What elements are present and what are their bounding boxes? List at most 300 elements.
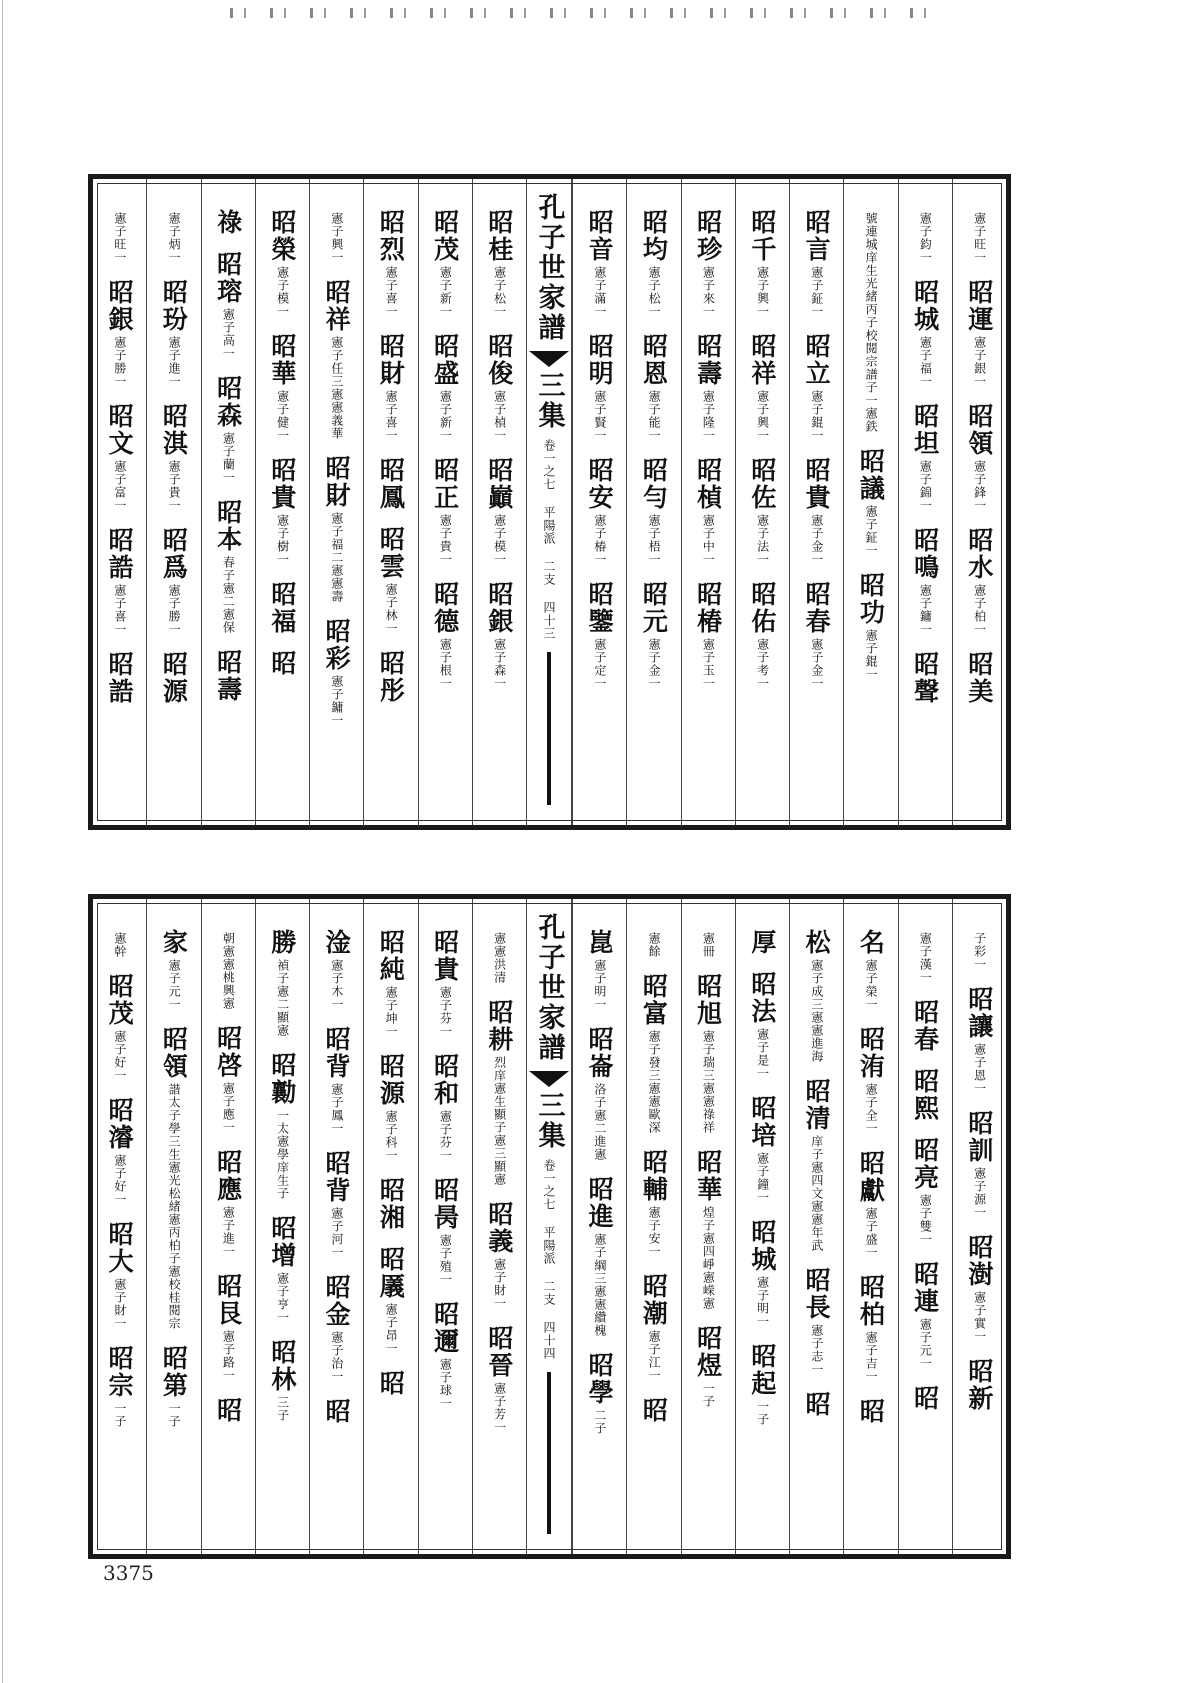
person-entry bbox=[856, 929, 886, 1011]
lineage-note: 禎子憲二顯憲 bbox=[275, 959, 290, 1037]
person-entry bbox=[213, 1149, 243, 1258]
lineage-note: 憲子中一 bbox=[701, 514, 716, 566]
person-name: 昭 bbox=[910, 1385, 940, 1412]
lineage-note: 憲子盛一 bbox=[864, 1207, 879, 1259]
person-name: 昭第 bbox=[159, 1345, 189, 1399]
lineage-note: 憲子元一 bbox=[167, 959, 182, 1011]
person-entry bbox=[856, 448, 886, 557]
person-name: 昭音 bbox=[585, 209, 615, 263]
person-entry bbox=[222, 929, 235, 1010]
person-entry bbox=[693, 209, 723, 318]
lineage-note: 憲子定一 bbox=[592, 638, 607, 690]
person-entry bbox=[376, 1246, 406, 1355]
person-entry bbox=[747, 1095, 777, 1204]
person-name: 昭佐 bbox=[747, 457, 777, 511]
person-entry bbox=[213, 1397, 243, 1424]
person-name: 昭財 bbox=[322, 455, 352, 509]
person-entry bbox=[376, 1177, 406, 1231]
lineage-note: 憲子根一 bbox=[438, 638, 453, 690]
person-name: 昭瑢 bbox=[213, 251, 243, 305]
book-title: 孔子世家譜 bbox=[533, 913, 565, 1063]
person-entry bbox=[322, 929, 352, 1011]
person-entry bbox=[747, 929, 777, 956]
person-name: 昭增 bbox=[267, 1215, 297, 1269]
person-name: 昭城 bbox=[910, 279, 940, 333]
person-entry bbox=[213, 251, 243, 360]
person-entry bbox=[919, 929, 932, 984]
person-name: 昭長 bbox=[802, 1267, 832, 1321]
lineage-note: 憲子林一 bbox=[384, 583, 399, 635]
lineage-note: 憲子高一 bbox=[221, 308, 236, 360]
lineage-note: 憲子貴一 bbox=[167, 460, 182, 512]
volume-label: 三集 bbox=[533, 1091, 565, 1151]
lineage-note: 憲子財一 bbox=[492, 1258, 507, 1310]
person-entry bbox=[376, 526, 406, 635]
person-entry bbox=[213, 649, 243, 703]
lineage-note: 憲子源一 bbox=[972, 1167, 987, 1219]
person-entry bbox=[430, 1177, 460, 1286]
person-entry bbox=[747, 971, 777, 1080]
person-name: 昭烈 bbox=[376, 209, 406, 263]
person-name: 昭淇 bbox=[159, 403, 189, 457]
person-name: 昭本 bbox=[213, 499, 243, 553]
person-entry bbox=[484, 333, 514, 442]
person-name: 昭亮 bbox=[910, 1137, 940, 1191]
person-entry bbox=[639, 457, 669, 566]
person-name: 昭㕒 bbox=[376, 1246, 406, 1300]
genealogy-column bbox=[626, 179, 680, 825]
lineage-note: 憲子模一 bbox=[492, 514, 507, 566]
person-entry bbox=[919, 209, 932, 264]
person-name: 昭獻 bbox=[856, 1150, 886, 1204]
lineage-note: 憲子應一 bbox=[221, 1082, 236, 1134]
genealogy-column bbox=[681, 179, 735, 825]
person-entry bbox=[747, 333, 777, 442]
lineage-note: 憲子好一 bbox=[112, 1154, 127, 1206]
person-entry bbox=[910, 1385, 940, 1412]
person-entry bbox=[639, 1273, 669, 1382]
lineage-note: 憲子亨一 bbox=[275, 1272, 290, 1324]
person-entry bbox=[430, 581, 460, 690]
person-name: 昭艮 bbox=[213, 1273, 243, 1327]
lineage-note: 憲子明一 bbox=[755, 1276, 770, 1328]
person-name: 昭 bbox=[213, 1397, 243, 1424]
person-entry bbox=[376, 457, 406, 511]
person-entry bbox=[747, 581, 777, 690]
lineage-note: 煌子憲四崢憲嵘憲 bbox=[701, 1206, 716, 1310]
person-entry bbox=[376, 929, 406, 1038]
lineage-note: 憲子新一 bbox=[438, 266, 453, 318]
person-name: 昭法 bbox=[747, 971, 777, 1025]
page-number: 3375 bbox=[103, 1561, 154, 1585]
person-entry bbox=[322, 1398, 352, 1425]
person-name: 昭森 bbox=[213, 375, 243, 429]
person-entry bbox=[747, 1219, 777, 1328]
person-name: 昭勻 bbox=[639, 457, 669, 511]
lineage-note: 憲子鳳一 bbox=[329, 1083, 344, 1135]
person-entry bbox=[856, 572, 886, 681]
person-entry bbox=[430, 929, 460, 1038]
lineage-note: 憲子銀一 bbox=[972, 336, 987, 388]
lineage-note: 憲子滿一 bbox=[592, 266, 607, 318]
person-name: 昭財 bbox=[376, 333, 406, 387]
genealogy-page-44 bbox=[88, 894, 1011, 1559]
person-name: 昭立 bbox=[802, 333, 832, 387]
person-entry bbox=[747, 209, 777, 318]
lineage-note: 憲子楨一 bbox=[492, 390, 507, 442]
lineage-note: 春子憲二憲保 bbox=[221, 556, 236, 634]
genealogy-column bbox=[418, 179, 472, 825]
lineage-note: 憲子新一 bbox=[438, 390, 453, 442]
person-name: 昭源 bbox=[376, 1053, 406, 1107]
lineage-note: 憲子鈞一 bbox=[918, 212, 933, 264]
person-name: 昭銀 bbox=[484, 581, 514, 635]
person-name: 昭佑 bbox=[747, 581, 777, 635]
lineage-note: 憲子喜一 bbox=[384, 266, 399, 318]
person-name: 淦 bbox=[322, 929, 352, 956]
genealogy-column bbox=[626, 899, 680, 1554]
person-name: 昭德 bbox=[430, 581, 460, 635]
person-entry bbox=[802, 209, 832, 318]
person-name: 昭水 bbox=[964, 527, 994, 581]
person-name: 昭背 bbox=[322, 1150, 352, 1204]
person-name: 松 bbox=[802, 929, 832, 956]
lineage-note: 憲子旺一 bbox=[972, 212, 987, 264]
lineage-note: 憲憲洪清 bbox=[492, 932, 507, 984]
person-entry bbox=[322, 279, 352, 440]
person-entry bbox=[159, 279, 189, 388]
lineage-note: 憲子發三憲憲歐深 bbox=[647, 1030, 662, 1134]
person-entry bbox=[322, 1274, 352, 1383]
person-name: 昭聲 bbox=[910, 651, 940, 705]
lineage-note: 憲子科一 bbox=[384, 1110, 399, 1162]
person-entry bbox=[693, 973, 723, 1134]
chapter-info: 卷一之七 平陽派 二支 四十四 bbox=[542, 1159, 556, 1360]
lineage-note: 憲子福二憲憲壽 bbox=[329, 512, 344, 603]
person-entry bbox=[910, 527, 940, 636]
lineage-note: 憲子模一 bbox=[275, 266, 290, 318]
person-name: 昭 bbox=[267, 650, 297, 677]
person-entry bbox=[105, 1345, 135, 1428]
person-name: 昭和 bbox=[430, 1053, 460, 1107]
person-name: 昭昺 bbox=[430, 1177, 460, 1231]
person-name: 昭春 bbox=[910, 999, 940, 1053]
lineage-note: 憲子錦一 bbox=[918, 460, 933, 512]
person-name: 昭盛 bbox=[430, 333, 460, 387]
person-name: 昭美 bbox=[964, 651, 994, 705]
person-entry bbox=[639, 1397, 669, 1424]
person-name: 昭祥 bbox=[747, 333, 777, 387]
person-name: 昭鳴 bbox=[910, 527, 940, 581]
person-name: 昭清 bbox=[802, 1078, 832, 1132]
genealogy-column bbox=[472, 899, 526, 1554]
book-title: 孔子世家譜 bbox=[533, 193, 565, 343]
person-entry bbox=[964, 986, 994, 1095]
center-title-column bbox=[526, 179, 572, 825]
lineage-note: 憲子能一 bbox=[647, 390, 662, 442]
person-name: 昭崙 bbox=[585, 1026, 615, 1080]
scan-edge-line bbox=[2, 0, 3, 1683]
person-name: 昭 bbox=[322, 1398, 352, 1425]
genealogy-column bbox=[472, 179, 526, 825]
person-entry bbox=[648, 929, 661, 958]
lineage-note: 憲子興一 bbox=[329, 212, 344, 264]
person-name: 昭勷 bbox=[267, 1052, 297, 1106]
person-name: 昭運 bbox=[964, 279, 994, 333]
person-name: 昭澍 bbox=[964, 1234, 994, 1288]
lineage-note: 一子 bbox=[167, 1402, 182, 1428]
genealogy-column bbox=[309, 179, 363, 825]
lineage-note: 憲子芳一 bbox=[492, 1382, 507, 1434]
person-name: 昭誥 bbox=[105, 527, 135, 581]
person-entry bbox=[964, 527, 994, 636]
lineage-note: 憲子綱三憲憲纘槐 bbox=[592, 1233, 607, 1337]
lineage-note: 憲子實一 bbox=[972, 1291, 987, 1343]
lineage-note: 諧太子學三生憲光松緒憲丙柏子憲校桂閱宗 bbox=[167, 1083, 182, 1330]
lineage-note: 憲子勝一 bbox=[112, 336, 127, 388]
lineage-note: 號連城庠生光緒丙子校閱宗譜子一憲鉄 bbox=[864, 212, 879, 433]
person-entry bbox=[693, 581, 723, 690]
person-name: 昭富 bbox=[639, 973, 669, 1027]
person-name: 昭坦 bbox=[910, 403, 940, 457]
lineage-note: 一子 bbox=[755, 1400, 770, 1426]
person-name: 昭千 bbox=[747, 209, 777, 263]
genealogy-column bbox=[898, 179, 952, 825]
lineage-note: 憲子金一 bbox=[647, 638, 662, 690]
person-entry bbox=[585, 1352, 615, 1435]
person-name: 昭元 bbox=[639, 581, 669, 635]
lineage-note: 憲子考一 bbox=[755, 638, 770, 690]
person-entry bbox=[639, 209, 669, 318]
person-name: 昭義 bbox=[484, 1201, 514, 1255]
person-name: 昭應 bbox=[213, 1149, 243, 1203]
lineage-note: 憲子榮一 bbox=[864, 959, 879, 1011]
lineage-note: 二子 bbox=[592, 1409, 607, 1435]
lineage-note: 憲子安一 bbox=[647, 1206, 662, 1258]
genealogy-column bbox=[93, 899, 146, 1554]
person-name: 昭連 bbox=[910, 1261, 940, 1315]
person-entry bbox=[865, 209, 878, 433]
person-name: 昭誥 bbox=[105, 651, 135, 705]
lineage-note: 憲子隆一 bbox=[701, 390, 716, 442]
lineage-note: 憲子福一 bbox=[918, 336, 933, 388]
person-name: 昭旭 bbox=[693, 973, 723, 1027]
lineage-note: 憲子炳一 bbox=[167, 212, 182, 264]
lineage-note: 憲子明一 bbox=[592, 959, 607, 1011]
lineage-note: 憲子芬一 bbox=[438, 986, 453, 1038]
person-name: 昭讓 bbox=[964, 986, 994, 1040]
person-entry bbox=[856, 1398, 886, 1425]
genealogy-column bbox=[898, 899, 952, 1554]
lineage-note: 憲子蘭一 bbox=[221, 432, 236, 484]
person-entry bbox=[802, 1391, 832, 1418]
person-entry bbox=[585, 581, 615, 690]
lineage-note: 憲子好一 bbox=[112, 1030, 127, 1082]
genealogy-page-43 bbox=[88, 174, 1011, 830]
lineage-note: 三子 bbox=[275, 1396, 290, 1422]
person-name: 昭正 bbox=[430, 457, 460, 511]
lineage-note: 憲子梧一 bbox=[647, 514, 662, 566]
lineage-note: 憲子江一 bbox=[647, 1330, 662, 1382]
fishtail-mark bbox=[529, 1071, 569, 1087]
person-name: 昭金 bbox=[322, 1274, 352, 1328]
person-name: 昭學 bbox=[585, 1352, 615, 1406]
lineage-note: 憲子芬一 bbox=[438, 1110, 453, 1162]
person-entry bbox=[430, 1301, 460, 1410]
lineage-note: 憲子鉦一 bbox=[864, 505, 879, 557]
person-name: 昭煜 bbox=[693, 1325, 723, 1379]
lineage-note: 憲子法一 bbox=[755, 514, 770, 566]
person-entry bbox=[973, 209, 986, 264]
genealogy-column bbox=[735, 179, 789, 825]
person-entry bbox=[267, 929, 297, 1037]
person-entry bbox=[639, 973, 669, 1134]
person-name: 祿 bbox=[213, 209, 243, 236]
person-entry bbox=[910, 1261, 940, 1370]
person-entry bbox=[213, 1273, 243, 1382]
lineage-note: 憲子金一 bbox=[809, 638, 824, 690]
person-name: 昭壽 bbox=[693, 333, 723, 387]
person-name: 昭林 bbox=[267, 1339, 297, 1393]
lineage-note: 一太憲學庠生子 bbox=[275, 1109, 290, 1200]
person-entry bbox=[376, 333, 406, 442]
genealogy-column bbox=[146, 899, 200, 1554]
person-entry bbox=[376, 1370, 406, 1397]
person-entry bbox=[267, 581, 297, 635]
person-entry bbox=[639, 1149, 669, 1258]
person-name: 昭彩 bbox=[322, 618, 352, 672]
person-name: 昭椿 bbox=[693, 581, 723, 635]
person-name: 昭桂 bbox=[484, 209, 514, 263]
person-name: 昭 bbox=[856, 1398, 886, 1425]
volume-label: 三集 bbox=[533, 371, 565, 431]
person-entry bbox=[159, 1345, 189, 1428]
person-entry bbox=[105, 973, 135, 1082]
person-entry bbox=[159, 929, 189, 1011]
lineage-note: 憲子瑞三憲憲祿祥 bbox=[701, 1030, 716, 1134]
lineage-note: 憲子球一 bbox=[438, 1358, 453, 1410]
person-name: 昭進 bbox=[585, 1176, 615, 1230]
lineage-note: 憲子坤一 bbox=[384, 986, 399, 1038]
person-entry bbox=[973, 929, 986, 971]
person-entry bbox=[267, 209, 297, 318]
lineage-note: 朝憲憲桃興憲 bbox=[221, 932, 236, 1010]
lineage-note: 憲子興一 bbox=[755, 390, 770, 442]
person-entry bbox=[484, 1201, 514, 1310]
genealogy-column bbox=[146, 179, 200, 825]
person-entry bbox=[493, 929, 506, 984]
person-name: 昭俊 bbox=[484, 333, 514, 387]
person-entry bbox=[802, 929, 832, 1063]
scan-artifact bbox=[230, 8, 950, 18]
lineage-note: 憲子森一 bbox=[492, 638, 507, 690]
person-name: 昭潮 bbox=[639, 1273, 669, 1327]
person-entry bbox=[159, 403, 189, 512]
person-name: 昭洧 bbox=[856, 1026, 886, 1080]
lineage-note: 憲子賢一 bbox=[592, 390, 607, 442]
lineage-note: 憲子鏞一 bbox=[918, 584, 933, 636]
lineage-note: 憲子玉一 bbox=[701, 638, 716, 690]
lineage-note: 憲子興一 bbox=[755, 266, 770, 318]
person-name: 昭柏 bbox=[856, 1274, 886, 1328]
person-entry bbox=[159, 651, 189, 705]
person-entry bbox=[693, 1149, 723, 1310]
person-entry bbox=[693, 333, 723, 442]
person-entry bbox=[856, 1150, 886, 1259]
person-entry bbox=[430, 333, 460, 442]
person-entry bbox=[376, 650, 406, 704]
genealogy-column bbox=[363, 179, 417, 825]
person-entry bbox=[267, 457, 297, 566]
person-entry bbox=[430, 1053, 460, 1162]
lineage-note: 憲子殖一 bbox=[438, 1234, 453, 1286]
person-name: 崑 bbox=[585, 929, 615, 956]
lineage-note: 憲子路一 bbox=[221, 1330, 236, 1382]
person-name: 昭均 bbox=[639, 209, 669, 263]
person-entry bbox=[693, 457, 723, 566]
person-entry bbox=[213, 209, 243, 236]
center-title-column bbox=[526, 899, 572, 1554]
genealogy-column bbox=[363, 899, 417, 1554]
person-entry bbox=[484, 1325, 514, 1434]
lineage-note: 憲子治一 bbox=[329, 1331, 344, 1383]
lineage-note: 憲子恩一 bbox=[972, 1043, 987, 1095]
person-name: 昭爲 bbox=[159, 527, 189, 581]
person-name: 昭榮 bbox=[267, 209, 297, 263]
genealogy-column bbox=[93, 179, 146, 825]
person-entry bbox=[213, 1025, 243, 1134]
person-entry bbox=[213, 499, 243, 634]
person-name: 昭領 bbox=[964, 403, 994, 457]
person-name: 厚 bbox=[747, 929, 777, 956]
lineage-note: 憲子財一 bbox=[112, 1278, 127, 1330]
person-entry bbox=[322, 1026, 352, 1135]
person-entry bbox=[267, 1339, 297, 1422]
lineage-note: 憲子鉦一 bbox=[809, 266, 824, 318]
person-name: 昭背 bbox=[322, 1026, 352, 1080]
lineage-note: 憲子錕一 bbox=[864, 629, 879, 681]
person-name: 昭鑒 bbox=[585, 581, 615, 635]
person-name: 昭福 bbox=[267, 581, 297, 635]
person-name: 昭功 bbox=[856, 572, 886, 626]
person-name: 昭安 bbox=[585, 457, 615, 511]
person-entry bbox=[585, 209, 615, 318]
person-entry bbox=[910, 651, 940, 705]
person-entry bbox=[910, 403, 940, 512]
person-entry bbox=[964, 651, 994, 705]
lineage-note: 憲子松一 bbox=[647, 266, 662, 318]
person-entry bbox=[322, 455, 352, 603]
person-name: 昭輔 bbox=[639, 1149, 669, 1203]
lineage-note: 憲子河一 bbox=[329, 1207, 344, 1259]
person-entry bbox=[802, 1267, 832, 1376]
lineage-note: 憲子來一 bbox=[701, 266, 716, 318]
person-entry bbox=[105, 403, 135, 512]
person-name: 昭楨 bbox=[693, 457, 723, 511]
person-entry bbox=[322, 1150, 352, 1259]
person-name: 昭明 bbox=[585, 333, 615, 387]
person-name: 昭耕 bbox=[484, 999, 514, 1053]
lineage-note: 憲子成三憲憲進海 bbox=[809, 959, 824, 1063]
lineage-note: 憲子雙一 bbox=[918, 1194, 933, 1246]
genealogy-column bbox=[952, 899, 1006, 1554]
genealogy-column bbox=[843, 179, 897, 825]
person-entry bbox=[585, 333, 615, 442]
person-name: 昭貴 bbox=[267, 457, 297, 511]
lineage-note: 憲子松一 bbox=[492, 266, 507, 318]
person-name: 昭源 bbox=[159, 651, 189, 705]
person-name: 昭雲 bbox=[376, 526, 406, 580]
